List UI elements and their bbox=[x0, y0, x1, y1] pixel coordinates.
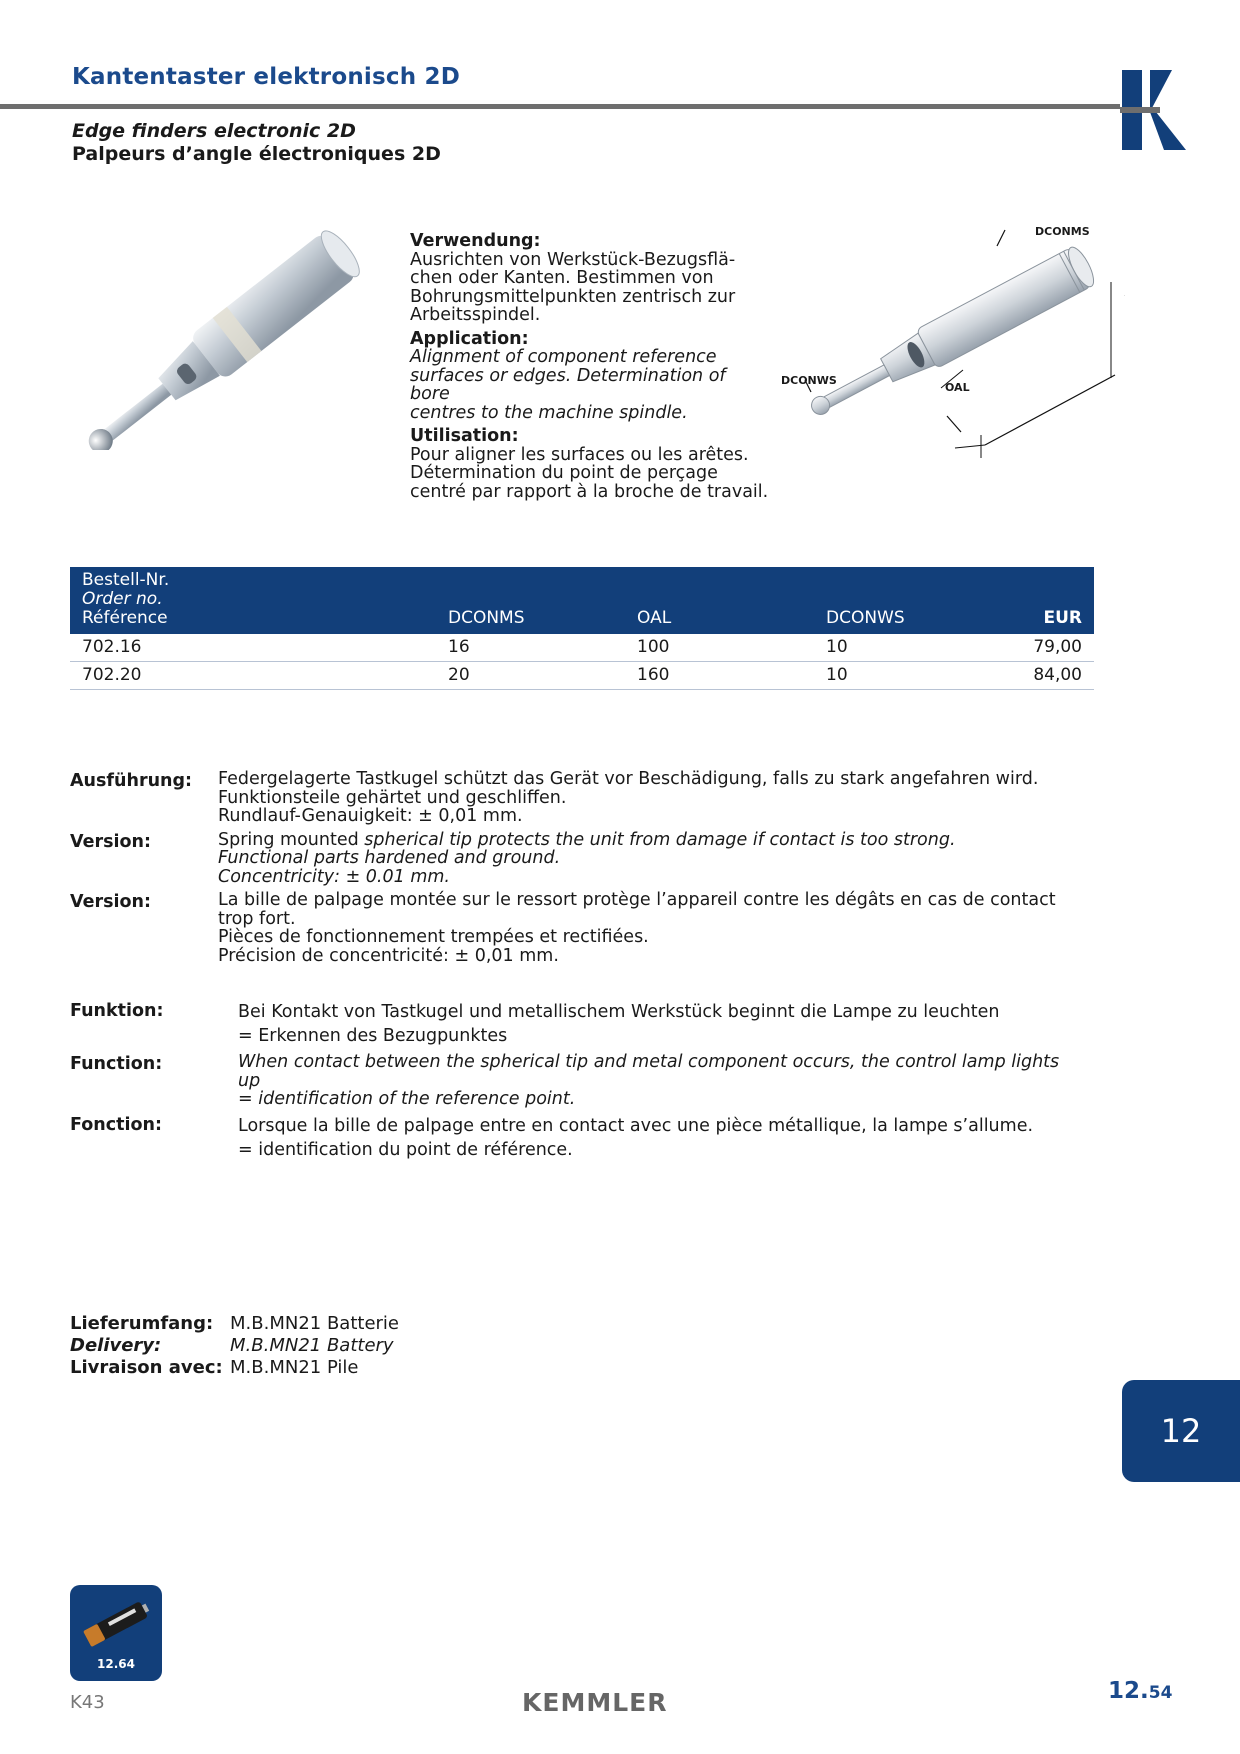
usage-en-line: Alignment of component reference bbox=[410, 347, 717, 367]
battery-ref-label: 12.64 bbox=[97, 1657, 135, 1671]
col-oal: OAL bbox=[625, 567, 814, 634]
dconws-label: DCONWS bbox=[781, 374, 837, 387]
header-rule bbox=[0, 104, 1120, 109]
cell-order: 702.20 bbox=[70, 662, 436, 690]
page-title: Kantentaster elektronisch 2D bbox=[72, 64, 461, 90]
execution-section bbox=[70, 770, 1070, 970]
function-label-de: Funktion: bbox=[70, 1001, 164, 1021]
usage-heading-fr: Utilisation: bbox=[410, 426, 519, 446]
execution-de-line: Funktionsteile gehärtet und geschliffen. bbox=[218, 787, 567, 808]
function-de-line: Bei Kontakt von Tastkugel und metallischem Werkstück beginnt die Lampe zu leuchten bbox=[238, 1002, 1000, 1022]
footer-brand: KEMMLER bbox=[522, 1688, 668, 1717]
execution-en-line: Functional parts hardened and ground. bbox=[218, 848, 561, 868]
execution-en-line: Concentricity: ± 0.01 mm. bbox=[218, 866, 450, 887]
execution-de-line: Rundlauf-Genauigkeit: ± 0,01 mm. bbox=[218, 806, 523, 826]
edge-finder-photo bbox=[80, 230, 380, 450]
usage-fr-line: Pour aligner les surfaces ou les arêtes. bbox=[410, 444, 749, 465]
usage-de-line: Ausrichten von Werkstück-Bezugsflä- bbox=[410, 249, 736, 270]
delivery-label-en: Delivery: bbox=[70, 1335, 162, 1356]
function-section bbox=[70, 1000, 1070, 1167]
execution-label-fr: Version: bbox=[70, 892, 151, 912]
function-en-line: When contact between the spherical tip and metal component occurs, the control lamp lights up bbox=[238, 1052, 1060, 1091]
col-dconws: DCONWS bbox=[814, 567, 1003, 634]
execution-fr-line: Précision de concentricité: ± 0,01 mm. bbox=[218, 945, 559, 966]
cell-eur: 79,00 bbox=[1003, 634, 1094, 662]
delivery-label-fr: Livraison avec: bbox=[70, 1357, 223, 1378]
table-row bbox=[70, 662, 1094, 690]
execution-de-line: Federgelagerte Tastkugel schützt das Gerät vor Beschädigung, falls zu stark angefahren wird. bbox=[218, 769, 1039, 789]
execution-fr-line: trop fort. bbox=[218, 908, 296, 929]
usage-de-line: Bohrungsmittelpunkten zentrisch zur bbox=[410, 286, 736, 307]
col-dconms: DCONMS bbox=[436, 567, 625, 634]
delivery-label-de: Lieferumfang: bbox=[70, 1313, 214, 1334]
usage-de-line: Arbeitsspindel. bbox=[410, 305, 541, 325]
cell-dconms: 16 bbox=[436, 634, 625, 662]
chapter-tab[interactable]: 12 bbox=[1122, 1380, 1240, 1482]
col-order-de: Bestell-Nr. bbox=[82, 570, 170, 590]
function-label-en: Function: bbox=[70, 1054, 163, 1074]
col-order-en: Order no. bbox=[82, 589, 163, 609]
cell-eur: 84,00 bbox=[1003, 662, 1094, 690]
usage-heading-de: Verwendung: bbox=[410, 231, 541, 251]
page-number-minor: 54 bbox=[1148, 1683, 1173, 1703]
page-number bbox=[1108, 1678, 1172, 1704]
table-row bbox=[70, 634, 1094, 662]
function-fr-line: Lorsque la bille de palpage entre en contact avec une pièce métallique, la lampe s’allume. bbox=[238, 1115, 1034, 1136]
execution-label-de: Ausführung: bbox=[70, 771, 193, 791]
delivery-value-fr: M.B.MN21 Pile bbox=[230, 1357, 359, 1378]
delivery-value-en: M.B.MN21 Battery bbox=[230, 1335, 394, 1356]
oal-label: OAL bbox=[945, 381, 970, 394]
function-label-fr: Fonction: bbox=[70, 1114, 162, 1135]
delivery-section bbox=[70, 1313, 399, 1379]
cell-dconws: 10 bbox=[814, 662, 1003, 690]
subtitle-fr: Palpeurs d’angle électroniques 2D bbox=[72, 143, 441, 165]
execution-en-plain: Spring mounted bbox=[218, 829, 365, 850]
execution-fr-line: Pièces de fonctionnement trempées et rectifiées. bbox=[218, 927, 649, 947]
usage-fr-line: Détermination du point de perçage bbox=[410, 463, 718, 483]
execution-fr-line: La bille de palpage montée sur le ressort protège l’appareil contre les dégâts en cas de contact bbox=[218, 890, 1056, 910]
delivery-value-de: M.B.MN21 Batterie bbox=[230, 1313, 399, 1334]
cell-order: 702.16 bbox=[70, 634, 436, 662]
usage-en-line: surfaces or edges. Determination of bore bbox=[410, 365, 726, 404]
dconms-label: DCONMS bbox=[1035, 225, 1090, 238]
usage-fr-line: centré par rapport à la broche de travail. bbox=[410, 481, 769, 502]
battery-icon bbox=[70, 1585, 162, 1655]
kemmler-logo-icon bbox=[1120, 70, 1190, 150]
footer-code: K43 bbox=[70, 1692, 105, 1713]
cell-dconms: 20 bbox=[436, 662, 625, 690]
function-de-line: = Erkennen des Bezugpunktes bbox=[238, 1026, 508, 1046]
col-order-fr: Référence bbox=[82, 608, 168, 628]
function-fr-line: = identification du point de référence. bbox=[238, 1139, 573, 1160]
usage-de-line: chen oder Kanten. Bestimmen von bbox=[410, 268, 714, 288]
subtitle-en: Edge finders electronic 2D bbox=[72, 120, 356, 142]
execution-label-en: Version: bbox=[70, 831, 151, 852]
usage-description bbox=[410, 232, 770, 506]
dimension-drawing bbox=[775, 220, 1125, 460]
usage-en-line: centres to the machine spindle. bbox=[410, 402, 688, 423]
usage-heading-en: Application: bbox=[410, 328, 529, 349]
col-eur: EUR bbox=[1003, 567, 1094, 634]
cell-oal: 160 bbox=[625, 662, 814, 690]
col-order-no bbox=[70, 567, 436, 634]
function-en-line: = identification of the reference point. bbox=[238, 1089, 576, 1109]
cell-dconws: 10 bbox=[814, 634, 1003, 662]
cell-oal: 100 bbox=[625, 634, 814, 662]
execution-en-italic: spherical tip protects the unit from damage if contact is too strong. bbox=[364, 829, 956, 850]
table-header-row bbox=[70, 567, 1094, 634]
page-number-major: 12. bbox=[1108, 1678, 1149, 1704]
order-table bbox=[70, 567, 1094, 690]
